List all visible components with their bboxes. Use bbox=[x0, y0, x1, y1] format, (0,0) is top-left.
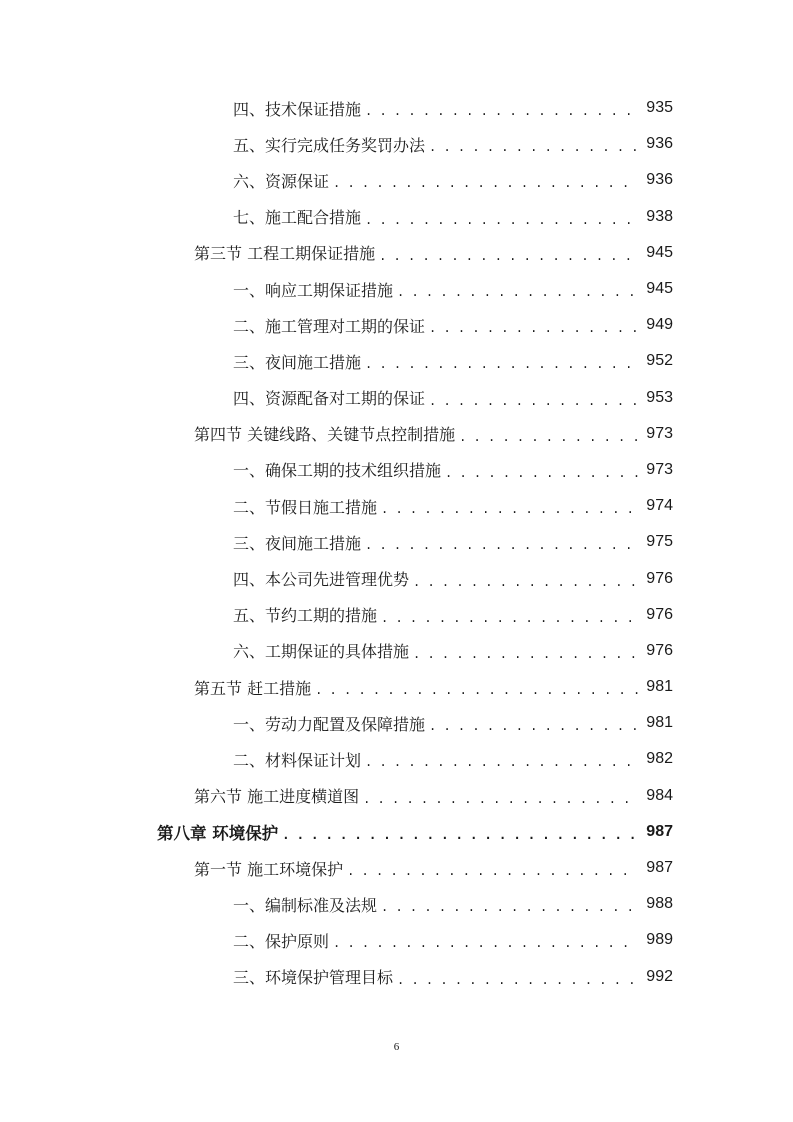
toc-section-entry[interactable] bbox=[0, 778, 793, 814]
toc-entry[interactable] bbox=[0, 126, 793, 162]
toc-entry-title: 第八章 环境保护 bbox=[157, 823, 279, 843]
dot-leader bbox=[397, 286, 639, 298]
toc-entry-page: 973 bbox=[646, 424, 673, 442]
toc-entry[interactable] bbox=[0, 741, 793, 777]
toc-entry[interactable] bbox=[0, 524, 793, 560]
toc-entry-page: 987 bbox=[646, 822, 673, 840]
toc-entry-title: 七、施工配合措施 bbox=[233, 208, 362, 228]
toc-entry-page: 945 bbox=[646, 243, 673, 261]
toc-entry-page: 984 bbox=[646, 786, 673, 804]
dot-leader bbox=[429, 720, 639, 732]
toc-entry-title: 第四节 关键线路、关键节点控制措施 bbox=[194, 425, 456, 445]
toc-entry-page: 976 bbox=[646, 605, 673, 623]
dot-leader bbox=[429, 141, 639, 153]
toc-entry-title: 五、节约工期的措施 bbox=[233, 606, 378, 626]
toc-entry-page: 982 bbox=[646, 750, 673, 768]
dot-leader bbox=[347, 865, 639, 877]
toc-section-entry[interactable] bbox=[0, 416, 793, 452]
dot-leader bbox=[381, 612, 639, 624]
dot-leader bbox=[429, 322, 639, 334]
toc-section-entry[interactable] bbox=[0, 669, 793, 705]
toc-entry[interactable] bbox=[0, 90, 793, 126]
dot-leader bbox=[381, 901, 639, 913]
toc-entry-title: 六、资源保证 bbox=[233, 171, 330, 191]
toc-entry[interactable] bbox=[0, 199, 793, 235]
dot-leader bbox=[445, 467, 639, 479]
toc-entry-page: 935 bbox=[646, 99, 673, 117]
toc-entry-page: 976 bbox=[646, 641, 673, 659]
dot-leader bbox=[315, 684, 639, 696]
toc-entry-page: 936 bbox=[646, 171, 673, 189]
dot-leader bbox=[363, 793, 639, 805]
toc-entry[interactable] bbox=[0, 343, 793, 379]
toc-entry-page: 989 bbox=[646, 931, 673, 949]
toc-entry-title: 三、夜间施工措施 bbox=[233, 352, 362, 372]
table-of-contents bbox=[0, 90, 793, 995]
toc-section-entry[interactable] bbox=[0, 235, 793, 271]
toc-entry[interactable] bbox=[0, 886, 793, 922]
toc-entry-page: 992 bbox=[646, 967, 673, 985]
dot-leader bbox=[365, 756, 639, 768]
dot-leader bbox=[429, 395, 639, 407]
toc-entry-page: 952 bbox=[646, 352, 673, 370]
toc-entry-title: 三、夜间施工措施 bbox=[233, 533, 362, 553]
toc-entry-title: 第三节 工程工期保证措施 bbox=[194, 244, 376, 264]
dot-leader bbox=[397, 974, 639, 986]
toc-entry-title: 一、编制标准及法规 bbox=[233, 895, 378, 915]
toc-entry-title: 六、工期保证的具体措施 bbox=[233, 642, 410, 662]
toc-entry-title: 一、响应工期保证措施 bbox=[233, 280, 394, 300]
dot-leader bbox=[379, 250, 639, 262]
dot-leader bbox=[365, 539, 639, 551]
toc-entry-page: 938 bbox=[646, 207, 673, 225]
page-number: 6 bbox=[393, 1041, 400, 1053]
dot-leader bbox=[365, 214, 639, 226]
toc-entry-title: 二、施工管理对工期的保证 bbox=[233, 316, 426, 336]
toc-entry-title: 二、保护原则 bbox=[233, 931, 330, 951]
toc-entry-page: 974 bbox=[646, 497, 673, 515]
toc-section-entry[interactable] bbox=[0, 850, 793, 886]
dot-leader bbox=[365, 358, 639, 370]
toc-entry[interactable] bbox=[0, 560, 793, 596]
toc-entry[interactable] bbox=[0, 452, 793, 488]
dot-leader bbox=[381, 503, 639, 515]
toc-entry[interactable] bbox=[0, 271, 793, 307]
toc-entry[interactable] bbox=[0, 380, 793, 416]
toc-entry-title: 三、环境保护管理目标 bbox=[233, 968, 394, 988]
toc-entry-page: 953 bbox=[646, 388, 673, 406]
toc-entry-page: 936 bbox=[646, 135, 673, 153]
toc-entry-page: 945 bbox=[646, 280, 673, 298]
toc-entry[interactable] bbox=[0, 922, 793, 958]
dot-leader bbox=[365, 105, 639, 117]
toc-entry[interactable] bbox=[0, 488, 793, 524]
toc-entry-title: 四、技术保证措施 bbox=[233, 99, 362, 119]
toc-entry-title: 第五节 赶工措施 bbox=[194, 678, 312, 698]
toc-entry[interactable] bbox=[0, 633, 793, 669]
toc-entry[interactable] bbox=[0, 597, 793, 633]
toc-entry[interactable] bbox=[0, 162, 793, 198]
dot-leader bbox=[333, 177, 639, 189]
dot-leader bbox=[413, 648, 639, 660]
toc-entry-title: 一、劳动力配置及保障措施 bbox=[233, 714, 426, 734]
toc-entry-page: 973 bbox=[646, 460, 673, 478]
toc-entry-page: 976 bbox=[646, 569, 673, 587]
toc-chapter-entry[interactable] bbox=[0, 814, 793, 850]
toc-entry-title: 四、资源配备对工期的保证 bbox=[233, 389, 426, 409]
toc-entry-title: 二、材料保证计划 bbox=[233, 750, 362, 770]
toc-entry-title: 五、实行完成任务奖罚办法 bbox=[233, 135, 426, 155]
toc-entry[interactable] bbox=[0, 307, 793, 343]
dot-leader bbox=[282, 829, 639, 841]
toc-entry-page: 981 bbox=[646, 678, 673, 696]
toc-entry-page: 981 bbox=[646, 714, 673, 732]
toc-entry[interactable] bbox=[0, 705, 793, 741]
toc-entry-title: 第一节 施工环境保护 bbox=[194, 859, 344, 879]
toc-entry-title: 第六节 施工进度横道图 bbox=[194, 787, 360, 807]
toc-entry-page: 988 bbox=[646, 895, 673, 913]
toc-entry-page: 949 bbox=[646, 316, 673, 334]
toc-entry-title: 一、确保工期的技术组织措施 bbox=[233, 461, 442, 481]
dot-leader bbox=[333, 937, 639, 949]
toc-entry-title: 四、本公司先进管理优势 bbox=[233, 570, 410, 590]
dot-leader bbox=[459, 431, 639, 443]
toc-entry-page: 975 bbox=[646, 533, 673, 551]
toc-entry[interactable] bbox=[0, 959, 793, 995]
toc-entry-title: 二、节假日施工措施 bbox=[233, 497, 378, 517]
toc-entry-page: 987 bbox=[646, 859, 673, 877]
dot-leader bbox=[413, 576, 639, 588]
